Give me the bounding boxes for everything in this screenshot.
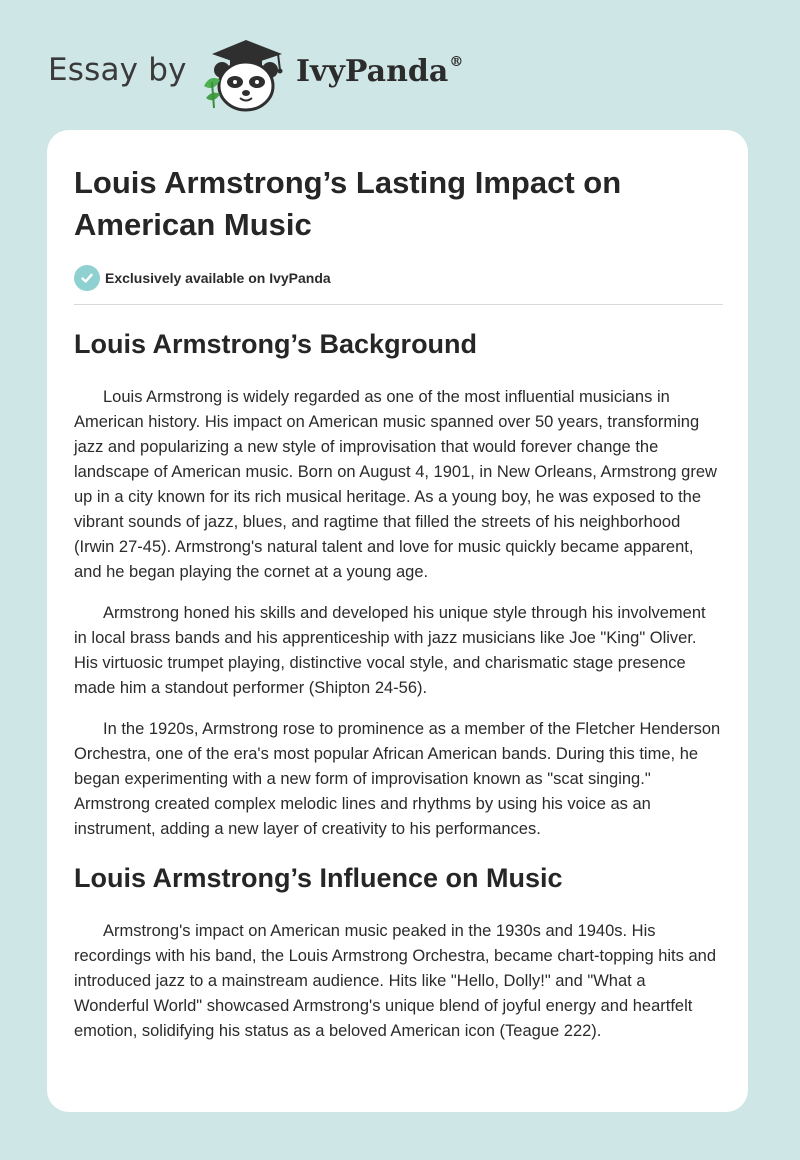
exclusive-badge-label: Exclusively available on IvyPanda (105, 270, 331, 286)
divider (74, 304, 723, 305)
paragraph: Armstrong honed his skills and developed his unique style through his involvement in local brass bands and his apprenticeship with jazz musicians like Joe "King" Oliver. His virtuosic trumpet playing, distinctive vocal style, and charismatic stage presence made him a standout performer (Shipton 24-56). (74, 604, 706, 697)
site-header (48, 30, 748, 110)
section-heading-background: Louis Armstrong’s Background (74, 329, 478, 359)
check-icon (74, 265, 100, 291)
exclusive-badge (74, 265, 723, 291)
essay-content (74, 162, 723, 1044)
brand-name[interactable]: IvyPanda® (296, 54, 464, 89)
essay-card (47, 130, 748, 1112)
paragraph: Armstrong's impact on American music peaked in the 1930s and 1940s. His recordings with his band, the Louis Armstrong Orchestra, became chart-topping hits and introduced jazz to a mainstream audience. Hits like "Hello, Dolly!" and "What a Wonderful World" showcased Armstrong's unique blend of joyful energy and heartfelt emotion, solidifying his status as a beloved American icon (Teague 222). (74, 922, 717, 1040)
paragraph: In the 1920s, Armstrong rose to prominence as a member of the Fletcher Henderson Orchestra, one of the era's most popular African American bands. During this time, he began experimenting with a new form of improvisation known as "scat singing." Armstrong created complex melodic lines and rhythms by using his voice as an instrument, adding a new layer of creativity to his performances. (74, 720, 721, 838)
paragraph: Louis Armstrong is widely regarded as one of the most influential musicians in American history. His impact on American music spanned over 50 years, transforming jazz and popularizing a new style of improvisation that would forever change the landscape of American music. Born on August 4, 1901, in New Orleans, Armstrong grew up in a city known for its rich musical heritage. As a young boy, he was exposed to the vibrant sounds of jazz, blues, and ragtime that filled the streets of his neighborhood (Irwin 27-45). Armstrong's natural talent and love for music quickly became apparent, and he began playing the cornet at a young age. (74, 388, 717, 581)
essay-by-label: Essay by (48, 52, 187, 88)
page-title: Louis Armstrong’s Lasting Impact on American Music (74, 165, 622, 242)
panda-graduate-icon (200, 36, 292, 112)
section-heading-influence: Louis Armstrong’s Influence on Music (74, 863, 563, 893)
